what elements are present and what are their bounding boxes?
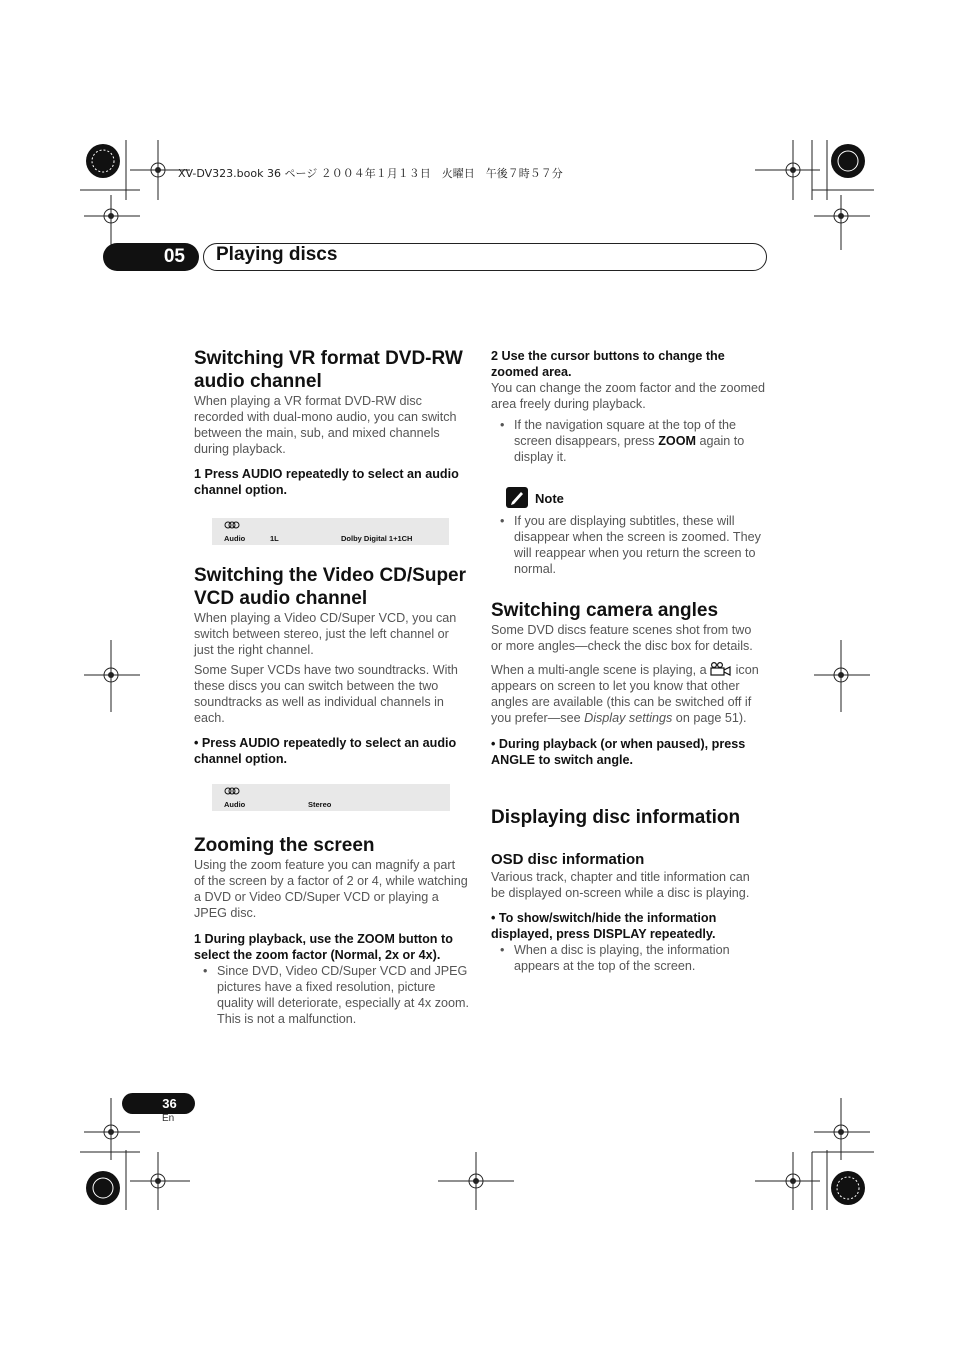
step-vr-audio: 1 Press AUDIO repeatedly to select an audio channel option. bbox=[194, 467, 459, 497]
left-column bbox=[194, 347, 469, 498]
osd-audio-label: Audio bbox=[224, 800, 246, 809]
section-title-angles: Switching camera angles bbox=[491, 600, 719, 621]
section-body-vcd-audio-1: When playing a Video CD/Super VCD, you can switch between stereo, just the left channel or just the right channel. bbox=[194, 611, 457, 657]
step-zoom: 1 During playback, use the ZOOM button to select the zoom factor (Normal, 2x or 4x). bbox=[194, 932, 453, 962]
print-header: XV-DV323.book 36 ページ ２００４年１月１３日 火曜日 午後７時５７分 bbox=[178, 167, 563, 180]
page-language: En bbox=[162, 1113, 175, 1124]
camera-angle-icon bbox=[710, 662, 732, 676]
audio-icon bbox=[224, 787, 240, 795]
chapter-number-badge: 05 bbox=[103, 243, 199, 271]
section-title-vcd-audio: Switching the Video CD/Super VCD audio channel bbox=[194, 565, 467, 609]
zoom-area-body: You can change the zoom factor and the zoomed area freely during playback. bbox=[491, 381, 765, 411]
osd-audio-vcd bbox=[212, 784, 450, 811]
bullet-display: • When a disc is playing, the information appears at the top of the screen. bbox=[491, 942, 766, 974]
note-label: Note bbox=[535, 491, 564, 506]
page-number-badge: 36 bbox=[122, 1093, 195, 1114]
left-column-sec3 bbox=[194, 834, 469, 1027]
subsection-title-osd: OSD disc information bbox=[491, 851, 645, 868]
section-title-zoom: Zooming the screen bbox=[194, 835, 375, 856]
angles-body-1: Some DVD discs feature scenes shot from two or more angles—check the disc box for details. bbox=[491, 623, 753, 653]
chapter-title: Playing discs bbox=[216, 244, 338, 265]
step-zoom-area: 2 Use the cursor buttons to change the zoomed area. bbox=[491, 349, 725, 379]
left-column-sec2 bbox=[194, 564, 469, 767]
step-angle: • During playback (or when paused), press ANGLE to switch angle. bbox=[491, 737, 746, 767]
note-bullet: • If you are displaying subtitles, these will disappear when the screen is zoomed. They will reappear when you return the screen to normal. bbox=[491, 513, 766, 577]
osd-stereo: Stereo bbox=[308, 800, 332, 809]
section-title-disc-info: Displaying disc information bbox=[491, 807, 741, 828]
step-vcd-audio: • Press AUDIO repeatedly to select an audio channel option. bbox=[194, 736, 457, 766]
osd-audio-vr bbox=[212, 518, 449, 545]
step-display: • To show/switch/hide the information displayed, press DISPLAY repeatedly. bbox=[491, 911, 717, 941]
section-body-zoom: Using the zoom feature you can magnify a part of the screen by a factor of 2 or 4, while watching a DVD or Video CD/Super VCD or playing a JPEG disc. bbox=[194, 858, 468, 920]
note-icon bbox=[506, 487, 528, 508]
osd-channel: 1L bbox=[270, 534, 279, 543]
osd-audio-label: Audio bbox=[224, 534, 246, 543]
osd-format: Dolby Digital 1+1CH bbox=[341, 534, 413, 543]
section-body-vcd-audio-2: Some Super VCDs have two soundtracks. With these discs you can switch between the two soundtracks as well as individual channels in each. bbox=[194, 663, 458, 725]
right-column-top bbox=[491, 348, 766, 465]
bullet-zoom-area: • If the navigation square at the top of the screen disappears, press ZOOM again to display it. bbox=[491, 417, 766, 465]
audio-icon bbox=[224, 521, 240, 529]
osd-body: Various track, chapter and title information can be displayed on-screen while a disc is playing. bbox=[491, 870, 750, 900]
note-body bbox=[491, 513, 766, 577]
right-column-sec5 bbox=[491, 806, 766, 974]
angles-body-2: When a multi-angle scene is playing, a icon appears on screen to let you know that other angles are available (this can be switched off if you prefer—see Display settings on page 51). bbox=[491, 663, 759, 725]
section-body-vr-audio: When playing a VR format DVD-RW disc recorded with dual-mono audio, you can switch between the main, sub, and mixed channels during playback. bbox=[194, 394, 457, 456]
bullet-zoom: • Since DVD, Video CD/Super VCD and JPEG pictures have a fixed resolution, picture quality will deteriorate, especially at 4x zoom. This is not a malfunction. bbox=[194, 963, 469, 1027]
right-column-sec4 bbox=[491, 599, 766, 768]
section-title-vr-audio: Switching VR format DVD-RW audio channel bbox=[194, 348, 463, 392]
